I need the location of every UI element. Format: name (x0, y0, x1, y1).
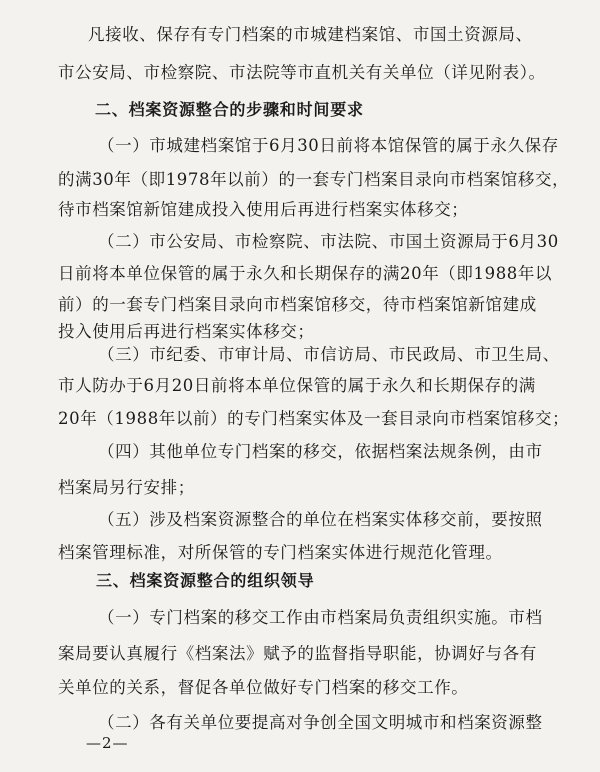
section-heading: 二、档案资源整合的步骤和时间要求 (95, 100, 364, 119)
body-text-line: 凡接收、保存有专门档案的市城建档案馆、市国土资源局、 (88, 25, 533, 44)
body-text-line: 的满30年（即1978年以前）的一套专门档案目录向市档案馆移交， (58, 170, 570, 189)
page-number: —2— (86, 734, 129, 752)
body-text-line: （二）各有关单位要提高对争创全国文明城市和档案资源整 (98, 713, 543, 732)
body-text-line: 待市档案馆新馆建成投入使用后再进行档案实体移交； (58, 200, 469, 219)
body-text-line: 前）的一套专门档案目录向市档案馆移交，待市档案馆新馆建成 (58, 295, 537, 314)
body-text-line: 20年（1988年以前）的专门档案实体及一套目录向市档案馆移交； (58, 409, 570, 428)
body-text-line: 关单位的关系，督促各单位做好专门档案的移交工作。 (58, 678, 469, 697)
body-text-line: （二）市公安局、市检察院、市法院、市国土资源局于6月30 (98, 232, 559, 251)
body-text-line: （一）市城建档案馆于6月30日前将本馆保管的属于永久保存 (98, 136, 559, 155)
body-text-line: （三）市纪委、市审计局、市信访局、市民政局、市卫生局、 (98, 345, 560, 364)
body-text-line: （五）涉及档案资源整合的单位在档案实体移交前，要按照 (98, 510, 543, 529)
body-text-line: 投入使用后再进行档案实体移交； (58, 322, 315, 341)
body-text-line: 档案局另行安排； (58, 478, 195, 497)
body-text-line: （四）其他单位专门档案的移交，依据档案法规条例，由市 (98, 442, 543, 461)
body-text-line: 市公安局、市检察院、市法院等市直机关有关单位（详见附表）。 (58, 63, 546, 82)
body-text-line: 档案管理标准，对所保管的专门档案实体进行规范化管理。 (58, 543, 503, 562)
body-text-line: （一）专门档案的移交工作由市档案局负责组织实施。市档 (98, 608, 543, 627)
section-heading: 三、档案资源整合的组织领导 (96, 571, 315, 590)
body-text-line: 案局要认真履行《档案法》赋予的监督指导职能，协调好与各有 (58, 644, 537, 663)
body-text-line: 日前将本单位保管的属于永久和长期保存的满20年（即1988年以 (58, 264, 553, 283)
body-text-line: 市人防办于6月20日前将本单位保管的属于永久和长期保存的满 (58, 376, 536, 395)
